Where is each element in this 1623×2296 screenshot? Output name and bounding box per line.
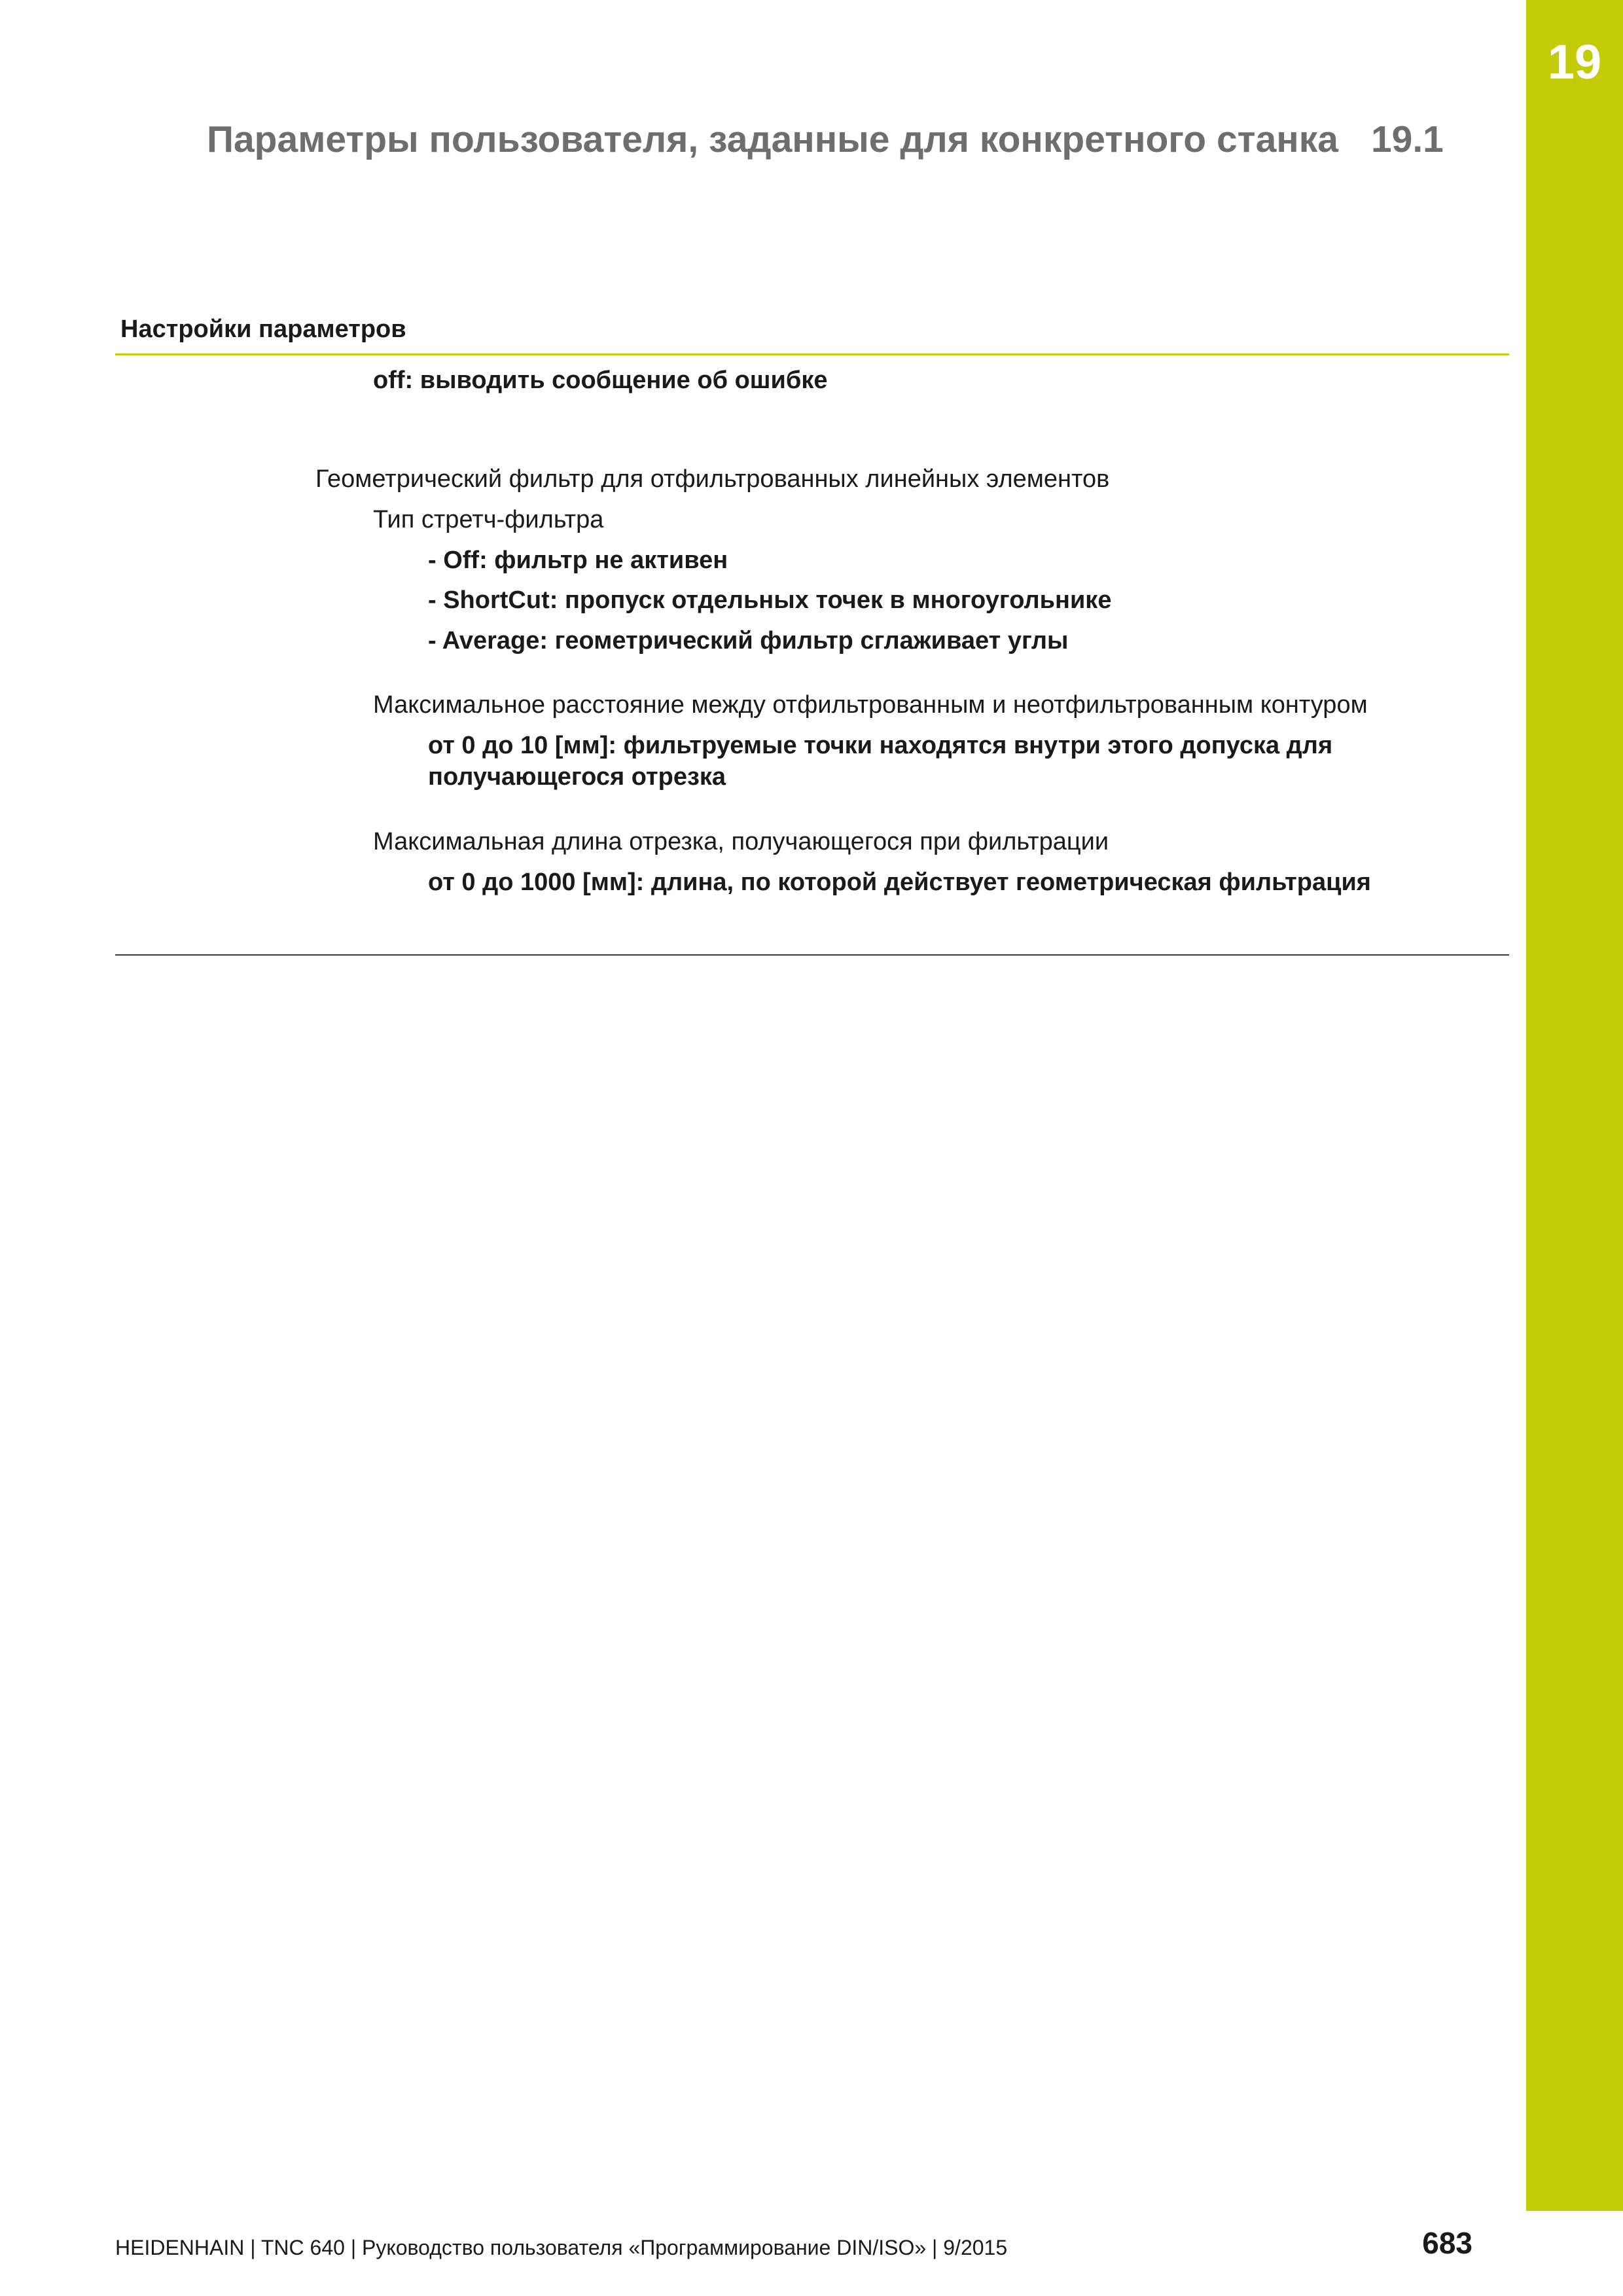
max-length-value: от 0 до 1000 [мм]: длина, по которой действует геометрическая фильтрация bbox=[428, 869, 1371, 896]
header-title: Параметры пользователя, заданные для конкретного станка bbox=[207, 118, 1338, 160]
max-length-label: Максимальная длина отрезка, получающегося при фильтрации bbox=[373, 828, 1109, 855]
option-shortcut: - ShortCut: пропуск отдельных точек в многоугольнике bbox=[428, 586, 1112, 614]
heading-rule bbox=[115, 353, 1509, 355]
error-off-line: off: выводить сообщение об ошибке bbox=[373, 367, 828, 394]
geo-filter-title: Геометрический фильтр для отфильтрованных линейных элементов bbox=[315, 465, 1110, 493]
footer-text: HEIDENHAIN | TNC 640 | Руководство пользователя «Программирование DIN/ISO» | 9/2015 bbox=[115, 2236, 1008, 2259]
option-average: - Average: геометрический фильтр сглаживает углы bbox=[428, 627, 1069, 655]
table-bottom-rule bbox=[115, 954, 1509, 956]
chapter-number: 19 bbox=[1547, 35, 1602, 89]
max-distance-label: Максимальное расстояние между отфильтрованным и неотфильтрованным контуром bbox=[373, 691, 1368, 719]
page-number: 683 bbox=[1422, 2226, 1472, 2260]
running-header bbox=[207, 118, 1470, 161]
chapter-tab bbox=[1526, 0, 1623, 2211]
max-distance-value: от 0 до 10 [мм]: фильтруемые точки находятся внутри этого допуска для получающегося отрезка bbox=[428, 732, 1333, 791]
header-section-number: 19.1 bbox=[1370, 118, 1444, 160]
option-off: - Off: фильтр не активен bbox=[428, 547, 728, 574]
stretch-filter-type: Тип стретч-фильтра bbox=[373, 506, 604, 533]
section-heading: Настройки параметров bbox=[120, 315, 406, 343]
